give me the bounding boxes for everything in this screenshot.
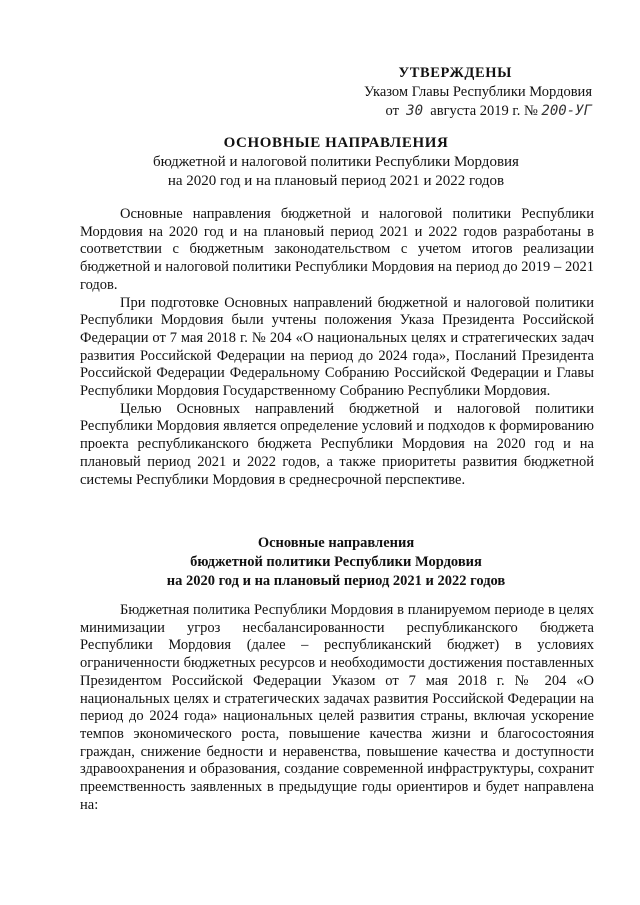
section-heading	[80, 534, 592, 591]
document-heading	[80, 134, 592, 191]
date-rest: августа 2019 г. №	[430, 103, 538, 119]
approval-stamp	[364, 64, 592, 121]
intro-section	[80, 206, 594, 489]
section-heading-line-2: бюджетной политики Республики Мордовия	[190, 554, 482, 570]
paragraph: При подготовке Основных направлений бюджетной и налоговой политики Республики Мордовия были учтены положения Указа Президента Российской Федерации от 7 мая 2018 г. № 204 «О национальных целях и стратегических задач развития Российской Федерации на период до 2024 года», Посланий Президента Российской Федерации Федеральному Собранию Российской Федерации и Главы Республики Мордовия Государственному Собранию Республики Мордовия.	[80, 294, 594, 400]
date-prefix: от	[385, 103, 399, 119]
budget-policy-section	[80, 602, 594, 814]
heading-line-2: бюджетной и налоговой политики Республики Мордовия	[153, 154, 519, 170]
date-day: 30	[406, 103, 424, 119]
approval-title: УТВЕРЖДЕНЫ	[398, 65, 512, 81]
section-heading-line-3: на 2020 год и на плановый период 2021 и 2022 годов	[166, 573, 506, 589]
heading-title: ОСНОВНЫЕ НАПРАВЛЕНИЯ	[223, 135, 449, 151]
decree-number: 200-УГ	[541, 103, 592, 119]
paragraph: Целью Основных направлений бюджетной и налоговой политики Республики Мордовия является определение условий и подходов к формированию проекта республиканского бюджета Республики Мордовия на 2020 год и на плановый период 2021 и 2022 годов, а также приоритеты развития бюджетной системы Республики Мордовия в среднесрочной перспективе.	[80, 400, 594, 488]
paragraph: Бюджетная политика Республики Мордовия в планируемом периоде в целях минимизации угроз несбалансированности республиканского бюджета Республики Мордовия (далее – республиканский бюджет) в условиях ограниченности бюджетных ресурсов и необходимости достижения поставленных Президентом Российской Федерации Указом от 7 мая 2018 г. № 204 «О национальных целях и стратегических задачах развития Российской Федерации на период до 2024 года» национальных целей развития страны, включая ускорение темпов экономического роста, повышение качества жизни и благосостояния граждан, снижение бедности и неравенства, повышение качества и доступности здравоохранения и образования, создание современной инфраструктуры, сохранит преемственность заявленных в предыдущие годы ориентиров и будет направлена на:	[80, 602, 594, 813]
heading-line-3: на 2020 год и на плановый период 2021 и 2022 годов	[167, 173, 505, 189]
approval-date	[364, 102, 592, 121]
paragraph: Основные направления бюджетной и налоговой политики Республики Мордовия на 2020 год и на плановый период 2021 и 2022 годов разработаны в соответствии с бюджетным законодательством с учетом итогов реализации бюджетной и налоговой политики Республики Мордовия на период до 2019 – 2021 годов.	[80, 206, 594, 293]
section-heading-line-1: Основные направления	[257, 535, 415, 551]
approval-line: Указом Главы Республики Мордовия	[364, 84, 592, 100]
